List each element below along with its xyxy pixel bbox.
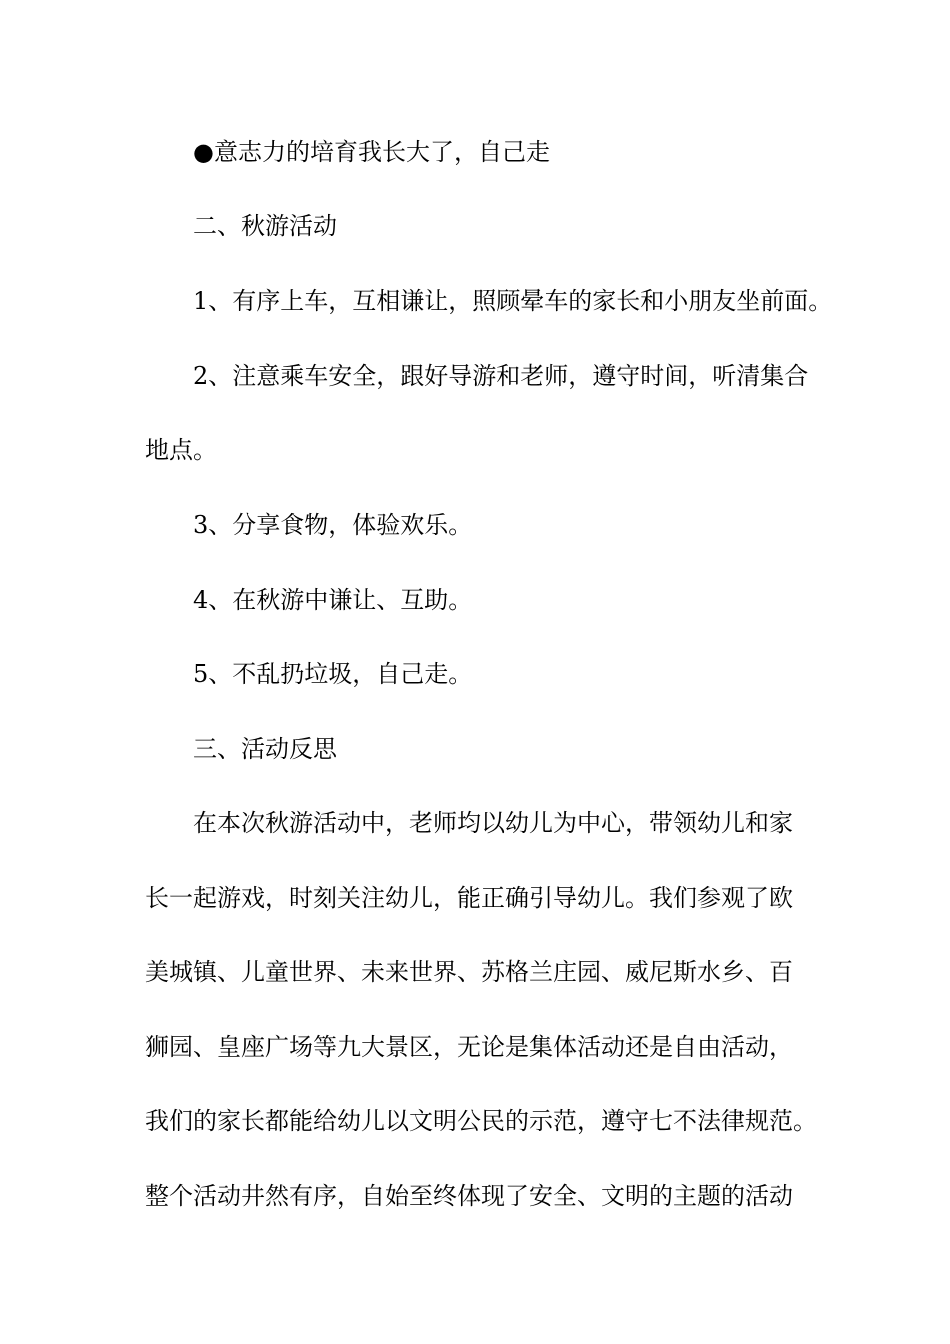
section-heading-reflection: 三、活动反思 [193, 735, 337, 763]
paragraph-line: 在本次秋游活动中，老师均以幼儿为中心，带领幼儿和家 [193, 809, 793, 837]
list-item-1: 1、有序上车，互相谦让，照顾晕车的家长和小朋友坐前面。 [193, 287, 833, 315]
bullet-line: ●意志力的培育我长大了，自己走 [193, 138, 550, 166]
section-heading-autumn-trip: 二、秋游活动 [193, 212, 337, 240]
list-item-2: 2、注意乘车安全，跟好导游和老师，遵守时间，听清集合 [193, 362, 809, 390]
paragraph-line: 狮园、皇座广场等九大景区，无论是集体活动还是自由活动， [145, 1033, 793, 1061]
paragraph-line: 长一起游戏，时刻关注幼儿，能正确引导幼儿。我们参观了欧 [145, 884, 793, 912]
paragraph-line: 美城镇、儿童世界、未来世界、苏格兰庄园、威尼斯水乡、百 [145, 958, 793, 986]
list-item-3: 3、分享食物，体验欢乐。 [193, 511, 473, 539]
paragraph-line: 我们的家长都能给幼儿以文明公民的示范，遵守七不法律规范。 [145, 1107, 817, 1135]
list-item-5: 5、不乱扔垃圾，自己走。 [193, 660, 473, 688]
paragraph-line: 整个活动井然有序，自始至终体现了安全、文明的主题的活动 [145, 1182, 793, 1210]
list-item-2-continued: 地点。 [145, 436, 217, 464]
list-item-4: 4、在秋游中谦让、互助。 [193, 586, 473, 614]
